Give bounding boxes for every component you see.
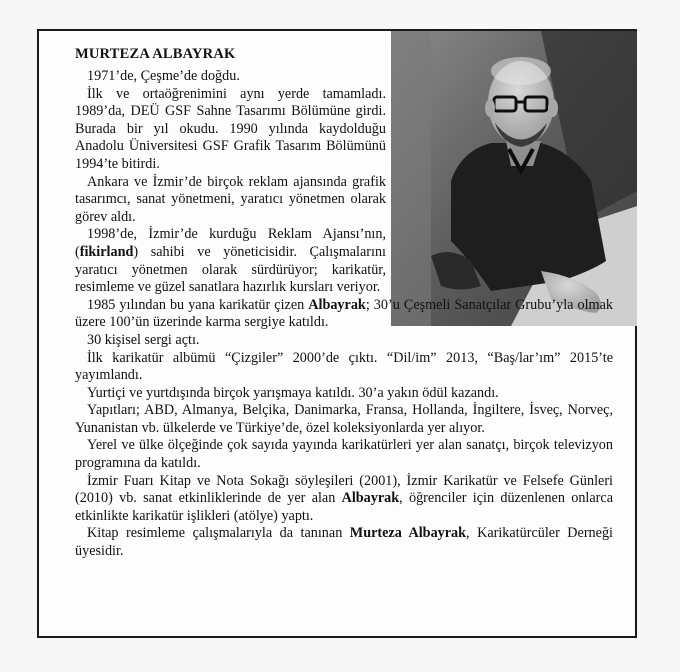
bio-box: [37, 29, 637, 638]
bio-paragraph: [75, 525, 613, 560]
bio-paragraph: 1971’de, Çeşme’de doğdu.: [87, 68, 240, 84]
bio-paragraph: [75, 226, 386, 296]
bio-paragraph: 30 kişisel sergi açtı.: [87, 331, 200, 348]
bio-paragraph: Yapıtları; ABD, Almanya, Belçika, Danimarka, Fransa, Hollanda, İngiltere, İsveç, Norveç, Yunanistan vb. ülkelerde ve Türkiye’de, özel koleksiyonlarda yer alıyor.: [75, 402, 613, 436]
bio-paragraph: Ankara ve İzmir’de birçok reklam ajansında grafik tasarımcı, sanat yönetmeni, yaratıcı yönetmen olarak görev aldı.: [75, 173, 386, 225]
bio-paragraph: [75, 473, 613, 526]
bio-text-run: Kitap resimleme çalışmalarıyla da tanınan: [87, 525, 350, 542]
bio-bold-run: Albayrak: [308, 296, 366, 313]
bio-bold-run: fikirland: [79, 243, 134, 260]
bio-text-run: , Karikatürcüler Derneği üyesidir.: [75, 525, 613, 560]
bio-text: [75, 31, 613, 561]
bio-text-run: İzmir Fuarı Kitap ve Nota Sokağı söyleşileri (2001), İzmir Karikatür ve Felsefe Günleri (2010) vb. sanat etkinliklerinde de yer alan: [75, 472, 613, 507]
bio-paragraph: Yerel ve ülke ölçeğinde çok sayıda yayında karikatürleri yer alan sanatçı, birçok televizyon programına da katıldı.: [75, 437, 613, 472]
bio-text-run: ; 30’u Çeşmeli Sanatçılar Grubu’yla olmak üzere 100’ün üzerinde karma sergiye katıldı.: [75, 296, 613, 331]
bio-name: MURTEZA ALBAYRAK: [75, 46, 236, 62]
bio-bold-run: Murteza Albayrak: [349, 525, 467, 542]
bio-text-run: 1985 yılından bu yana karikatür çizen: [87, 296, 309, 313]
bio-text-run: 1998’de, İzmir’de kurduğu Reklam Ajansı’nın, (: [75, 226, 386, 260]
bio-paragraph: Yurtiçi ve yurtdışında birçok yarışmaya katıldı. 30’a yakın ödül kazandı.: [87, 384, 499, 401]
bio-text-run: , öğrenciler için düzenlenen onlarca etkinlikte karikatür işlikleri (atölye) yaptı.: [75, 490, 613, 524]
bio-bold-run: Albayrak: [341, 490, 400, 507]
bio-paragraph: İlk karikatür albümü “Çizgiler” 2000’de çıktı. “Dil/im” 2013, “Baş/lar’ım” 2015’te yayımlandı.: [75, 349, 613, 384]
bio-paragraph: [75, 297, 613, 332]
bio-text-run: ) sahibi ve yöneticisidir. Çalışmalarını yaratıcı yönetmen olarak sürdürüyor; karikatür, resimleme ve güzel sanatlara hazırlık kursları veriyor.: [75, 243, 386, 296]
bio-paragraph: İlk ve ortaöğrenimini aynı yerde tamamladı. 1989’da, DEÜ GSF Sahne Tasarımı Bölümüne girdi. Burada bir yıl okudu. 1990 yılında kaydolduğu Anadolu Üniversitesi GSF Grafik Tasarım Bölümünü 1994’te bitirdi.: [75, 85, 386, 172]
